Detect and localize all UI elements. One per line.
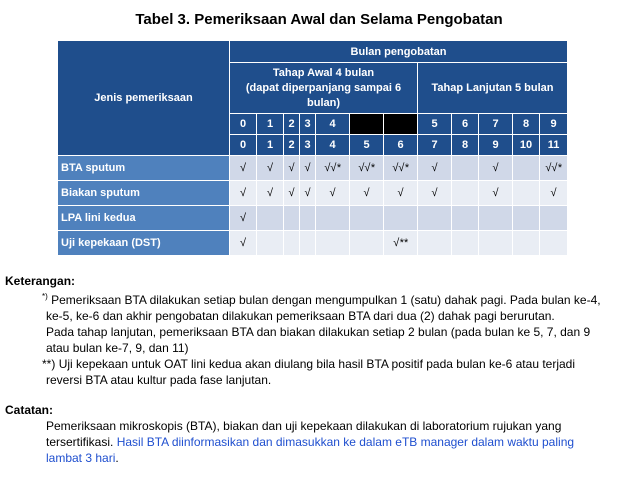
month-cell: 9 bbox=[479, 135, 513, 156]
table-cell: √ bbox=[300, 181, 316, 206]
table-cell: √ bbox=[350, 181, 384, 206]
table-cell bbox=[479, 206, 513, 231]
table-cell: √** bbox=[384, 231, 418, 256]
note-lanjutan: Pada tahap lanjutan, pemeriksaan BTA dan biakan dilakukan setiap 2 bulan (pada bulan ke 5, 7, dan 9 bbox=[46, 325, 591, 339]
table-cell bbox=[300, 231, 316, 256]
table-cell: √ bbox=[540, 181, 568, 206]
month-cell: 1 bbox=[257, 114, 284, 135]
table-cell bbox=[452, 206, 479, 231]
month-cell bbox=[384, 114, 418, 135]
catatan-line3: lambat 3 hari. bbox=[46, 451, 119, 465]
table-cell bbox=[350, 206, 384, 231]
table-cell: √√* bbox=[316, 156, 350, 181]
month-cell: 2 bbox=[284, 135, 300, 156]
month-cell: 4 bbox=[316, 135, 350, 156]
month-cell: 8 bbox=[513, 114, 540, 135]
table-cell bbox=[452, 231, 479, 256]
month-cell: 8 bbox=[452, 135, 479, 156]
table-cell bbox=[284, 231, 300, 256]
examination-table bbox=[57, 40, 568, 256]
table-cell bbox=[479, 231, 513, 256]
table-cell: √ bbox=[284, 156, 300, 181]
table-cell: √ bbox=[284, 181, 300, 206]
tahap-awal-header: Tahap Awal 4 bulan (dapat diperpanjang sampai 6 bulan) bbox=[230, 63, 418, 114]
month-cell: 5 bbox=[350, 135, 384, 156]
month-cell: 3 bbox=[300, 114, 316, 135]
month-cell: 3 bbox=[300, 135, 316, 156]
table-cell: √ bbox=[316, 181, 350, 206]
table-cell: √ bbox=[230, 181, 257, 206]
month-cell: 6 bbox=[384, 135, 418, 156]
page-title: Tabel 3. Pemeriksaan Awal dan Selama Pengobatan bbox=[135, 11, 503, 28]
catatan-line1: Pemeriksaan mikroskopis (BTA), biakan dan uji kepekaan dilakukan di laboratorium rujukan yang bbox=[46, 419, 562, 433]
table-row bbox=[58, 181, 568, 206]
keterangan-label: Keterangan: bbox=[5, 274, 76, 288]
table-cell: √ bbox=[300, 156, 316, 181]
row-label: BTA sputum bbox=[58, 156, 230, 181]
table-cell bbox=[540, 206, 568, 231]
month-cell: 7 bbox=[418, 135, 452, 156]
notes-section bbox=[5, 273, 635, 466]
table-row bbox=[58, 206, 568, 231]
month-cell bbox=[350, 114, 384, 135]
table-cell: √ bbox=[418, 156, 452, 181]
table-cell bbox=[257, 206, 284, 231]
note-star2: **) Uji kepekaan untuk OAT lini kedua akan diulang bila hasil BTA positif pada bulan ke-6 atau terjadi bbox=[42, 357, 576, 371]
table-cell bbox=[300, 206, 316, 231]
table-cell: √ bbox=[230, 156, 257, 181]
table-row bbox=[58, 156, 568, 181]
table-cell bbox=[384, 206, 418, 231]
table-cell bbox=[540, 231, 568, 256]
month-cell: 1 bbox=[257, 135, 284, 156]
month-cell: 4 bbox=[316, 114, 350, 135]
note-star1: *) Pemeriksaan BTA dilakukan setiap bulan dengan mengumpulkan 1 (satu) dahak pagi. Pada bulan ke-4, bbox=[42, 292, 601, 307]
month-cell: 11 bbox=[540, 135, 568, 156]
table-cell bbox=[452, 156, 479, 181]
jenis-header: Jenis pemeriksaan bbox=[58, 41, 230, 156]
table-cell bbox=[418, 231, 452, 256]
month-cell: 7 bbox=[479, 114, 513, 135]
note-lanjutan-cont: atau bulan ke-7, 9, dan 11) bbox=[46, 341, 189, 355]
table-cell bbox=[418, 206, 452, 231]
table-cell bbox=[316, 206, 350, 231]
table-cell bbox=[513, 206, 540, 231]
table-cell: √ bbox=[479, 156, 513, 181]
table-cell: √ bbox=[384, 181, 418, 206]
table-cell bbox=[513, 156, 540, 181]
note-star2-cont: reversi BTA atau kultur pada fase lanjutan. bbox=[46, 373, 272, 387]
bulan-header: Bulan pengobatan bbox=[230, 41, 568, 63]
row-label: LPA lini kedua bbox=[58, 206, 230, 231]
catatan-line2: tersertifikasi. Hasil BTA diinformasikan dan dimasukkan ke dalam eTB manager dalam waktu paling bbox=[46, 435, 575, 449]
table-cell bbox=[350, 231, 384, 256]
table-cell: √ bbox=[257, 181, 284, 206]
table-cell: √ bbox=[230, 206, 257, 231]
table-cell: √ bbox=[257, 156, 284, 181]
table-cell bbox=[257, 231, 284, 256]
month-cell: 10 bbox=[513, 135, 540, 156]
table-cell: √√* bbox=[540, 156, 568, 181]
row-label: Uji kepekaan (DST) bbox=[58, 231, 230, 256]
table-cell: √ bbox=[230, 231, 257, 256]
table-cell: √ bbox=[479, 181, 513, 206]
table-cell bbox=[284, 206, 300, 231]
table-cell: √ bbox=[418, 181, 452, 206]
month-cell: 9 bbox=[540, 114, 568, 135]
month-cell: 2 bbox=[284, 114, 300, 135]
table-row bbox=[58, 231, 568, 256]
table-cell bbox=[316, 231, 350, 256]
tahap-lanjutan-header: Tahap Lanjutan 5 bulan bbox=[418, 63, 568, 114]
month-cell: 6 bbox=[452, 114, 479, 135]
table-cell bbox=[513, 231, 540, 256]
month-cell: 0 bbox=[230, 114, 257, 135]
table-cell: √√* bbox=[350, 156, 384, 181]
note-star1-cont: ke-5, ke-6 dan akhir pengobatan dilakukan pemeriksaan BTA dari dua (2) dahak pagi berurutan. bbox=[46, 309, 555, 323]
table-cell: √√* bbox=[384, 156, 418, 181]
catatan-label: Catatan: bbox=[5, 403, 54, 417]
month-cell: 5 bbox=[418, 114, 452, 135]
table-cell bbox=[452, 181, 479, 206]
month-cell: 0 bbox=[230, 135, 257, 156]
table-cell bbox=[513, 181, 540, 206]
row-label: Biakan sputum bbox=[58, 181, 230, 206]
